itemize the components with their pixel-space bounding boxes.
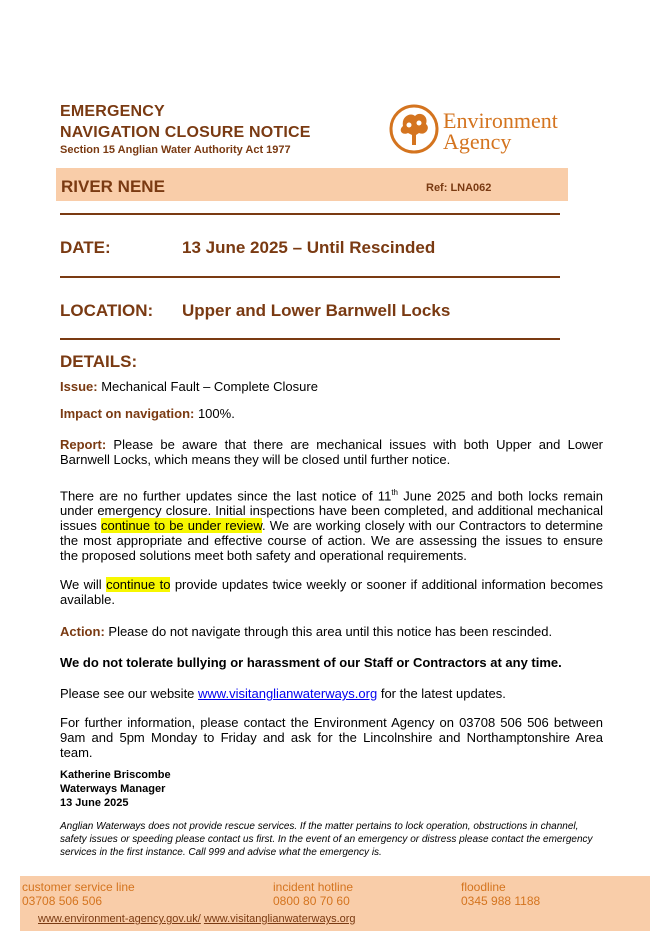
- footer-contacts: [20, 876, 650, 931]
- update-text-post: . We are working closely with our Contractors to determine the most appropriate and effective course of action. We are assessing the issues to ensure the proposed solutions meet both safety and operational requirements.: [60, 518, 604, 564]
- bullying-statement: We do not tolerate bullying or harassment of our Staff or Contractors at any time.: [60, 655, 562, 670]
- report-text: Please be aware that there are mechanical issues with both Upper and Lower Barnwell Locks, which means they will be closed until further notice.: [60, 437, 603, 467]
- divider: [60, 213, 560, 215]
- floodline-number: 0345 988 1188: [461, 894, 541, 908]
- date-label: DATE:: [60, 238, 111, 257]
- divider: [60, 276, 560, 278]
- highlight-continue-to: continue to: [106, 577, 171, 592]
- environment-agency-link[interactable]: www.environment-agency.gov.uk/: [38, 913, 201, 925]
- subtitle-act: Section 15 Anglian Water Authority Act 1977: [60, 144, 291, 156]
- issue-line: [60, 379, 605, 394]
- update-superscript: th: [391, 488, 398, 497]
- location-value: Upper and Lower Barnwell Locks: [182, 301, 451, 320]
- date-value: 13 June 2025 – Until Rescinded: [182, 238, 436, 257]
- will-text-pre: We will: [60, 577, 107, 592]
- river-name: RIVER NENE: [61, 177, 165, 196]
- details-heading: DETAILS:: [60, 352, 138, 371]
- title-emergency: EMERGENCY: [60, 103, 165, 120]
- customer-service-label: customer service line: [22, 880, 135, 894]
- website-text-post: for the latest updates.: [377, 686, 506, 701]
- update-text-pre: There are no further updates since the last notice of 11: [60, 488, 392, 504]
- divider: [60, 338, 560, 340]
- issue-label: Issue:: [60, 379, 98, 394]
- logo-text-environment: Environment: [443, 108, 558, 133]
- update-paragraph: [60, 485, 603, 563]
- incident-hotline-number: 0800 80 70 60: [273, 894, 350, 908]
- impact-line: [60, 406, 605, 421]
- visitanglianwaterways-link[interactable]: www.visitanglianwaterways.org: [203, 913, 356, 925]
- issue-text: Mechanical Fault – Complete Closure: [97, 379, 318, 394]
- action-line: [60, 624, 605, 639]
- rescue-disclaimer: Anglian Waterways does not provide rescue services. If the matter pertains to lock operation, obstructions in channel, safety issues or speeding please contact us first. In the event of an emergency or distress please contact the emergency services in the first instance. Call 999 and advise what the emergency is.: [60, 821, 593, 858]
- action-text: Please do not navigate through this area until this notice has been rescinded.: [104, 624, 553, 639]
- signatory-role: Waterways Manager: [60, 783, 166, 795]
- website-link[interactable]: www.visitanglianwaterways.org: [198, 686, 378, 701]
- logo-text-agency: Agency: [443, 129, 512, 154]
- action-label: Action:: [60, 624, 105, 639]
- highlight-under-review: continue to be under review: [100, 518, 262, 534]
- signature-date: 13 June 2025: [60, 797, 129, 809]
- impact-text: 100%.: [194, 406, 235, 421]
- river-banner: [56, 168, 568, 201]
- tree-icon: [389, 104, 439, 154]
- signatory-name: Katherine Briscombe: [60, 769, 171, 781]
- report-label: Report:: [60, 437, 107, 452]
- contact-paragraph: For further information, please contact the Environment Agency on 03708 506 506 between 9am and 5pm Monday to Friday and ask for the Lincolnshire and Northamptonshire Area team.: [60, 715, 603, 760]
- incident-hotline-label: incident hotline: [273, 880, 354, 894]
- customer-service-number: 03708 506 506: [22, 894, 103, 908]
- title-notice: NAVIGATION CLOSURE NOTICE: [60, 124, 311, 141]
- floodline-label: floodline: [461, 880, 506, 894]
- website-line: [60, 686, 605, 701]
- impact-label: Impact on navigation:: [60, 406, 195, 421]
- footer-links: [38, 913, 356, 925]
- environment-agency-logo: [389, 104, 439, 154]
- location-label: LOCATION:: [60, 301, 154, 320]
- will-text-post: provide updates twice weekly or sooner if additional information becomes available.: [60, 577, 603, 607]
- website-text-pre: Please see our website: [60, 686, 199, 701]
- reference-number: Ref: LNA062: [426, 182, 492, 194]
- update-text-mid: June 2025 and both locks remain under emergency closure. Initial inspections have been completed, and additional mechanical issues: [60, 488, 603, 534]
- report-paragraph: [60, 437, 603, 467]
- updates-paragraph: [60, 577, 603, 607]
